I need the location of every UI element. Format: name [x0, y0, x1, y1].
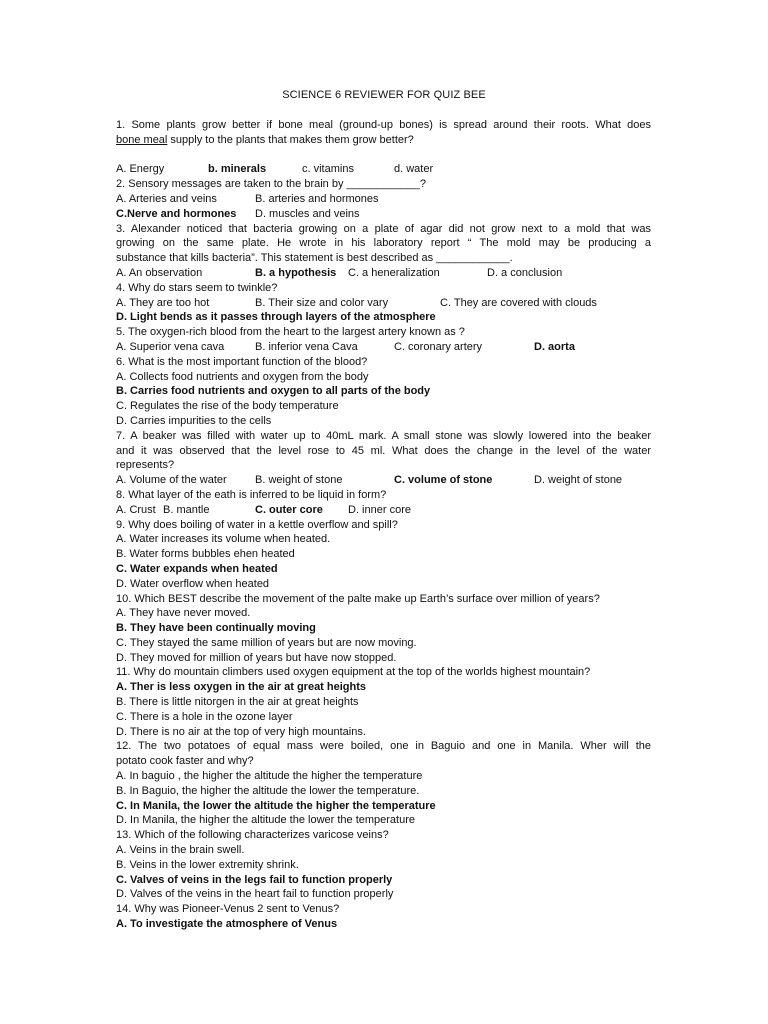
- question-8: 8. What layer of the eath is inferred to be liquid in form?: [116, 488, 387, 501]
- option-a: A. Superior vena cava: [116, 340, 225, 353]
- question-3-line-3-text: substance that kills bacteria”. This statement is best described as: [116, 252, 437, 265]
- option-d: D. weight of stone: [534, 474, 623, 487]
- option-c: C. They are covered with clouds: [440, 296, 597, 309]
- option-c: C. There is a hole in the ozone layer: [116, 710, 293, 723]
- option-d: D. Water overflow when heated: [116, 577, 270, 590]
- question-12-line-2: potato cook faster and why?: [116, 755, 254, 768]
- option-a: A. An observation: [116, 266, 203, 279]
- question-1-line-1: 1. Some plants grow better if bone meal (ground-up bones) is spread around their roots. What does: [116, 119, 651, 131]
- question-3-options: [116, 266, 651, 281]
- option-b: B. weight of stone: [255, 474, 343, 487]
- option-d: D. a conclusion: [487, 266, 563, 279]
- option-d: D. They moved for million of years but have now stopped.: [116, 651, 397, 664]
- option-b: B. Water forms bubbles ehen heated: [116, 548, 295, 561]
- option-b-answer: B. a hypothesis: [255, 266, 337, 279]
- question-3-line-1: 3. Alexander noticed that bacteria growing on a plate of agar did not grow next to a mold that was: [116, 222, 651, 235]
- question-10: 10. Which BEST describe the movement of the palte make up Earth’s surface over million of years?: [116, 592, 600, 605]
- option-d: d. water: [394, 163, 434, 176]
- question-13: 13. Which of the following characterizes varicose veins?: [116, 829, 389, 842]
- question-7-line-1: 7. A beaker was filled with water up to 40mL mark. A small stone was slowly lowered into the beaker: [116, 429, 651, 442]
- option-d-answer: D. aorta: [534, 340, 575, 353]
- option-d: D. In Manila, the higher the altitude the lower the temperature: [116, 814, 416, 827]
- question-2-options-row-1: [116, 192, 651, 207]
- question-1-line-2-rest: supply to the plants that makes them grow better?: [167, 133, 414, 146]
- question-8-options: [116, 503, 651, 518]
- question-7-options: [116, 473, 651, 488]
- option-b-answer: B. Carries food nutrients and oxygen to all parts of the body: [116, 385, 431, 398]
- quiz-content: [116, 118, 651, 932]
- option-b: B. Veins in the lower extremity shrink.: [116, 858, 299, 871]
- question-5: 5. The oxygen-rich blood from the heart to the largest artery known as ?: [116, 326, 465, 339]
- question-7-line-3: represents?: [116, 459, 175, 472]
- option-b: B. arteries and hormones: [255, 192, 379, 205]
- question-6: 6. What is the most important function of the blood?: [116, 355, 368, 368]
- question-7-line-2: and it was observed that the level rose to 45 ml. What does the change in the level of the water: [116, 444, 651, 457]
- option-a: A. They have never moved.: [116, 607, 251, 620]
- question-1-options: [116, 162, 651, 177]
- question-3-line-3: [116, 251, 651, 266]
- option-d: D. Carries impurities to the cells: [116, 414, 272, 427]
- option-c: c. vitamins: [302, 163, 354, 176]
- question-9: 9. Why does boiling of water in a kettle overflow and spill?: [116, 518, 398, 531]
- option-c-answer: C. Valves of veins in the legs fail to function properly: [116, 873, 393, 886]
- question-14: 14. Why was Pioneer-Venus 2 sent to Venus?: [116, 903, 340, 916]
- question-2: 2. Sensory messages are taken to the brain by ____________?: [116, 178, 427, 191]
- question-1-line-2: [116, 133, 651, 148]
- option-a: A. Veins in the brain swell.: [116, 844, 245, 857]
- option-c: C. coronary artery: [394, 340, 483, 353]
- option-b-answer: B. They have been continually moving: [116, 622, 316, 635]
- option-a: A. Collects food nutrients and oxygen from the body: [116, 370, 369, 383]
- option-b: B. In Baguio, the higher the altitude the lower the temperature.: [116, 784, 420, 797]
- option-d: D. There is no air at the top of very high mountains.: [116, 725, 366, 738]
- option-c-answer: C. In Manila, the lower the altitude the higher the temperature: [116, 799, 436, 812]
- option-b: B. inferior vena Cava: [255, 340, 358, 353]
- option-a: A. They are too hot: [116, 296, 210, 309]
- option-a-answer: A. To investigate the atmosphere of Venus: [116, 918, 338, 931]
- option-c-answer: C. outer core: [255, 503, 323, 516]
- option-a: A. Volume of the water: [116, 474, 227, 487]
- option-b: B. mantle: [163, 503, 210, 516]
- answer-blank: ____________.: [436, 252, 513, 265]
- option-a: A. Water increases its volume when heated.: [116, 533, 331, 546]
- option-c-answer: C. volume of stone: [394, 474, 493, 487]
- option-a: A. Crust: [116, 503, 156, 516]
- page-title: SCIENCE 6 REVIEWER FOR QUIZ BEE: [282, 89, 486, 101]
- option-d: D. muscles and veins: [255, 207, 360, 220]
- question-4-answer: D. Light bends as it passes through layers of the atmosphere: [116, 311, 436, 324]
- option-c: C. Regulates the rise of the body temperature: [116, 400, 339, 413]
- question-4: 4. Why do stars seem to twinkle?: [116, 281, 278, 294]
- option-a: A. Energy: [116, 163, 165, 176]
- option-d: D. Valves of the veins in the heart fail to function properly: [116, 888, 394, 901]
- option-a-answer: A. Ther is less oxygen in the air at great heights: [116, 681, 367, 694]
- option-a: A. Arteries and veins: [116, 192, 217, 205]
- underlined-term: bone meal: [116, 133, 168, 146]
- option-c: C. a heneralization: [348, 266, 440, 279]
- option-b: B. There is little nitorgen in the air at great heights: [116, 696, 359, 709]
- option-d: D. inner core: [348, 503, 411, 516]
- question-11: 11. Why do mountain climbers used oxygen equipment at the top of the worlds highest mountain?: [116, 666, 591, 679]
- option-a: A. In baguio , the higher the altitude the higher the temperature: [116, 770, 423, 783]
- question-5-options: [116, 340, 651, 355]
- spacer: [116, 148, 651, 163]
- question-2-options-row-2: [116, 207, 651, 222]
- question-4-options: [116, 296, 651, 311]
- question-3-line-2: growing on the same plate. He wrote in his laboratory report “ The mold may be producing a: [116, 237, 651, 250]
- option-c-answer: C. Water expands when heated: [116, 562, 278, 575]
- option-c: C. They stayed the same million of years but are now moving.: [116, 636, 417, 649]
- option-b-answer: b. minerals: [208, 163, 267, 176]
- option-c-answer: C.Nerve and hormones: [116, 207, 237, 220]
- option-b: B. Their size and color vary: [255, 296, 389, 309]
- question-12-line-1: 12. The two potatoes of equal mass were boiled, one in Baguio and one in Manila. Wher will the: [116, 740, 651, 753]
